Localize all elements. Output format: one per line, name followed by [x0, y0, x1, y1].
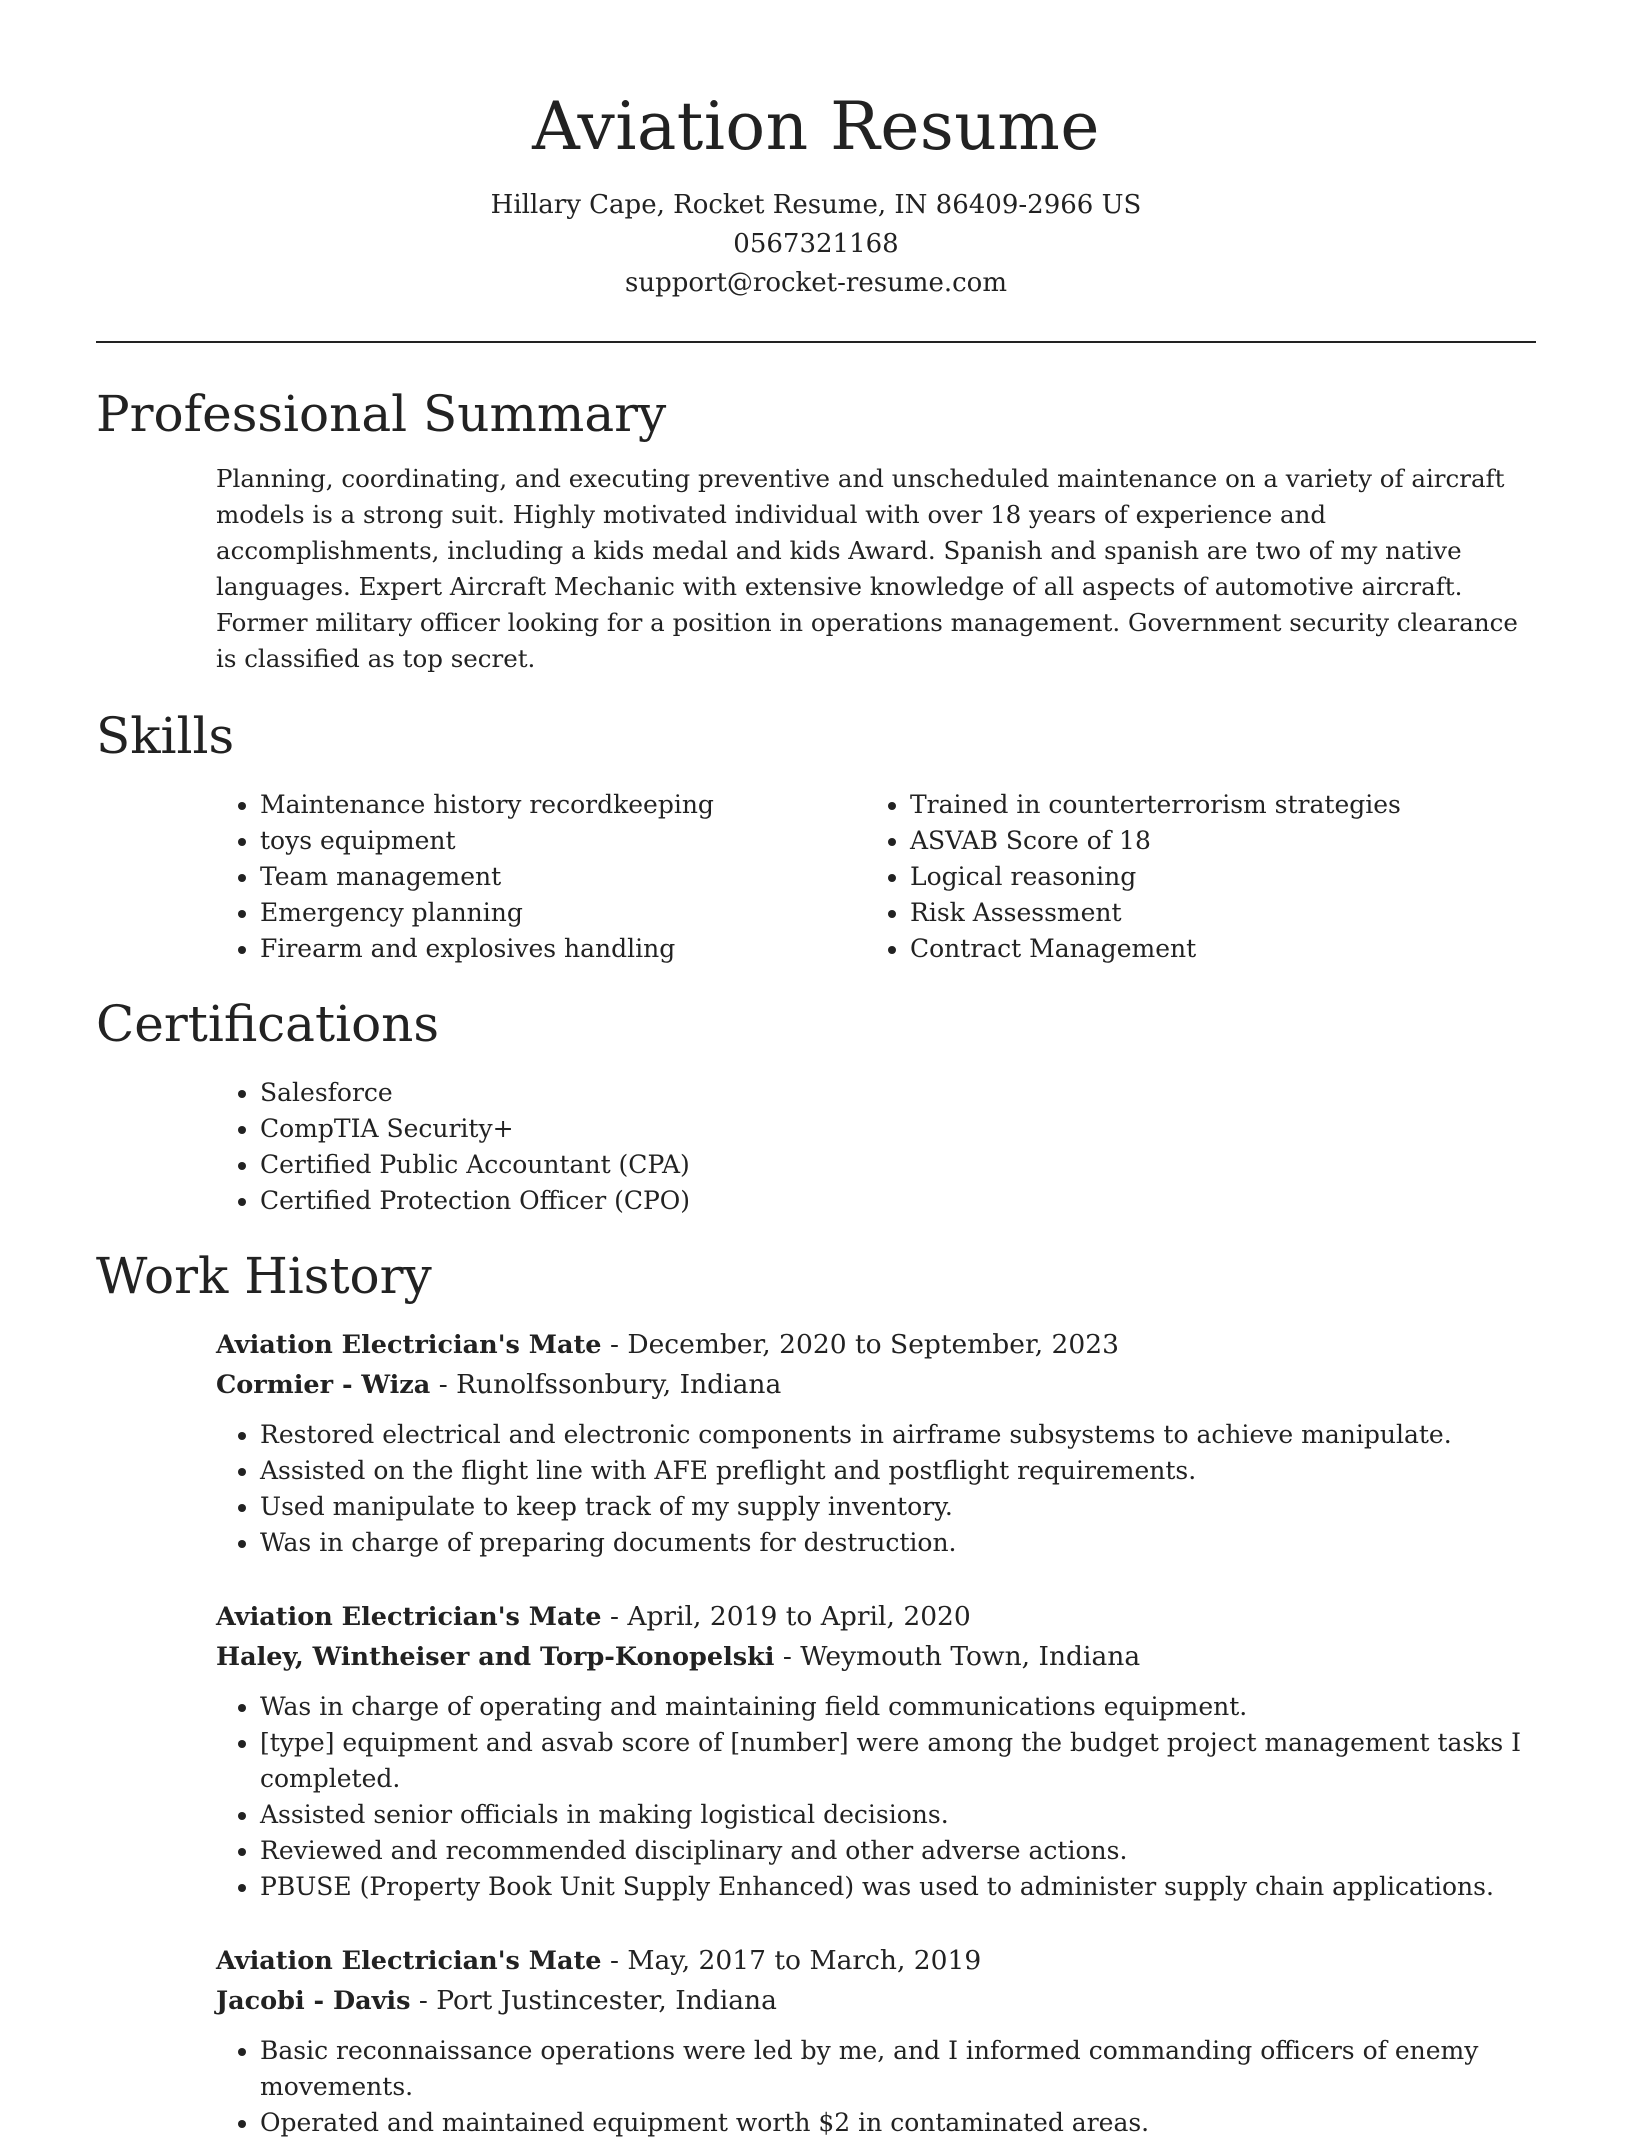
job-entry	[216, 1597, 1536, 1905]
skills-grid	[216, 787, 1536, 967]
certification-item: • Certified Protection Officer (CPO)	[260, 1183, 1536, 1219]
professional-summary-section	[96, 383, 1536, 677]
section-title-work-history: Work History	[96, 1247, 432, 1305]
job-company-line	[216, 1637, 1536, 1677]
skill-item: • Firearm and explosives handling	[260, 931, 866, 967]
header-divider	[96, 341, 1536, 343]
job-location: - Port Justincester, Indiana	[410, 1985, 777, 2016]
skills-section	[96, 705, 1536, 967]
job-title-line	[216, 1941, 1536, 1981]
contact-phone: 0567321168	[733, 229, 899, 259]
job-title-line	[216, 1325, 1536, 1365]
summary-text: Planning, coordinating, and executing preventive and unscheduled maintenance on a variety of aircraft models is a strong suit. Highly motivated individual with over 18 years of experience and accomplishments, including a kids medal and kids Award. Spanish and spanish are two of my native languages. Expert Aircraft Mechanic with extensive knowledge of all aspects of automotive aircraft. Former military officer looking for a position in operations management. Government security clearance is classified as top secret.	[216, 464, 1518, 673]
job-title: Aviation Electrician's Mate	[216, 1330, 602, 1360]
skill-item: • Emergency planning	[260, 895, 866, 931]
certification-item: • CompTIA Security+	[260, 1111, 1536, 1147]
job-bullet: • Assisted senior officials in making logistical decisions.	[260, 1797, 1536, 1833]
skill-item: • Team management	[260, 859, 866, 895]
job-dates: - April, 2019 to April, 2020	[601, 1601, 971, 1632]
skills-column-left	[216, 787, 866, 967]
section-title-certifications: Certifications	[96, 995, 440, 1053]
skill-item: • Risk Assessment	[910, 895, 1516, 931]
resume-header	[96, 0, 1536, 343]
job-location: - Runolfssonbury, Indiana	[430, 1369, 782, 1400]
skill-item: • Logical reasoning	[910, 859, 1516, 895]
job-bullet: • Was in charge of preparing documents for destruction.	[260, 1525, 1536, 1561]
resume-title: Aviation Resume	[532, 88, 1100, 165]
certifications-section	[96, 993, 1536, 1219]
job-company-line	[216, 1981, 1536, 2021]
work-history-section	[96, 1245, 1536, 2141]
job-bullet: • Reviewed and recommended disciplinary and other adverse actions.	[260, 1833, 1536, 1869]
job-entry	[216, 1941, 1536, 2141]
job-company-line	[216, 1365, 1536, 1405]
job-bullet: • Assisted on the flight line with AFE preflight and postflight requirements.	[260, 1453, 1536, 1489]
job-dates: - December, 2020 to September, 2023	[601, 1329, 1119, 1360]
certification-item: • Certified Public Accountant (CPA)	[260, 1147, 1536, 1183]
section-title-summary: Professional Summary	[96, 385, 667, 443]
certification-item: • Salesforce	[260, 1075, 1536, 1111]
job-location: - Weymouth Town, Indiana	[774, 1641, 1141, 1672]
job-title-line	[216, 1597, 1536, 1637]
skill-item: • ASVAB Score of 18	[910, 823, 1516, 859]
contact-email: support@rocket-resume.com	[624, 268, 1007, 298]
job-bullet: • Basic reconnaissance operations were led by me, and I informed commanding officers of enemy movements.	[260, 2033, 1536, 2105]
skill-item: • Maintenance history recordkeeping	[260, 787, 866, 823]
job-bullet: • PBUSE (Property Book Unit Supply Enhanced) was used to administer supply chain applications.	[260, 1869, 1536, 1905]
job-bullet: • Was in charge of operating and maintaining field communications equipment.	[260, 1689, 1536, 1725]
job-company: Haley, Wintheiser and Torp-Konopelski	[216, 1642, 775, 1672]
job-title: Aviation Electrician's Mate	[216, 1946, 602, 1976]
job-bullet: • Restored electrical and electronic components in airframe subsystems to achieve manipulate.	[260, 1417, 1536, 1453]
skill-item: • Trained in counterterrorism strategies	[910, 787, 1516, 823]
skill-item: • toys equipment	[260, 823, 866, 859]
job-company: Cormier - Wiza	[216, 1370, 431, 1400]
skills-column-right	[866, 787, 1516, 967]
section-title-skills: Skills	[96, 707, 235, 765]
resume-page	[96, 0, 1536, 2141]
certifications-list	[216, 1075, 1536, 1219]
job-entry	[216, 1325, 1536, 1561]
contact-info	[96, 186, 1536, 303]
skill-item: • Contract Management	[910, 931, 1516, 967]
job-bullet: • [type] equipment and asvab score of [number] were among the budget project management tasks I completed.	[260, 1725, 1536, 1797]
contact-address: Hillary Cape, Rocket Resume, IN 86409-2966 US	[490, 190, 1142, 220]
job-dates: - May, 2017 to March, 2019	[601, 1945, 982, 1976]
job-title: Aviation Electrician's Mate	[216, 1602, 602, 1632]
job-bullet: • Operated and maintained equipment worth $2 in contaminated areas.	[260, 2105, 1536, 2141]
job-company: Jacobi - Davis	[216, 1986, 411, 2016]
job-bullet: • Used manipulate to keep track of my supply inventory.	[260, 1489, 1536, 1525]
